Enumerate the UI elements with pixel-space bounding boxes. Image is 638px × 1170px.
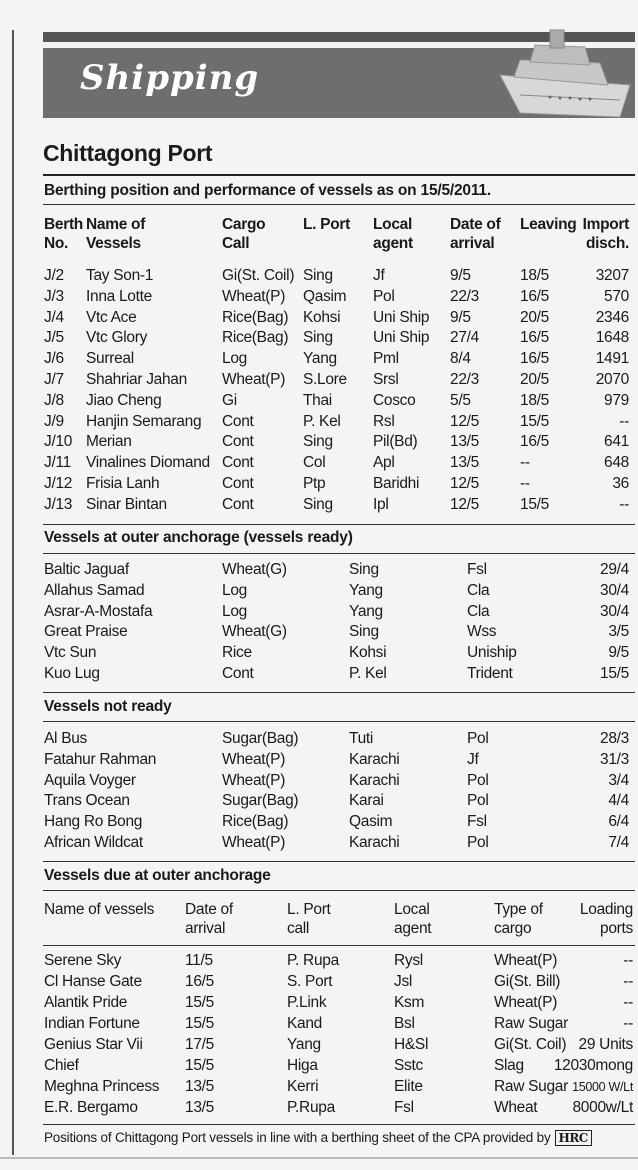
table-row [0, 475, 638, 496]
import-cell: 1648 [595, 329, 629, 347]
agent-cell: Srsl [373, 371, 399, 388]
vessel-cell: Chief [44, 1057, 79, 1074]
date-cell: 15/5 [600, 665, 629, 682]
port-cell: Qasim [349, 813, 393, 831]
cargo-cell: Rice(Bag) [222, 308, 289, 326]
berthing-subtitle: Berthing position and performance of vessels as on 15/5/2011. [44, 182, 491, 199]
leaving-cell: 16/5 [520, 433, 549, 451]
agent-cell: Jf [373, 267, 385, 284]
divider [43, 721, 635, 722]
leaving-cell: 16/5 [520, 350, 549, 368]
import-cell: -- [619, 412, 629, 430]
import-cell: 3207 [595, 267, 629, 284]
loading-cell: 8000w/Lt [572, 1099, 633, 1116]
column-header-line: Type of [494, 901, 543, 918]
import-cell: -- [619, 495, 629, 513]
divider [43, 553, 635, 554]
date-cell: 7/4 [608, 834, 629, 851]
port-cell: Karachi [349, 834, 400, 851]
port-cell: S.Lore [303, 371, 347, 388]
date-cell: 4/4 [608, 792, 629, 810]
arrival-cell: 22/3 [450, 287, 479, 305]
agent-cell: Ipl [373, 495, 389, 513]
port-cell: P.Link [287, 994, 327, 1011]
vessel-cell: Asrar-A-Mostafa [44, 602, 153, 620]
cargo-cell: Gi [222, 391, 237, 409]
vessel-cell: Merian [86, 433, 132, 451]
column-header [287, 900, 331, 938]
berth-cell: J/3 [44, 287, 64, 305]
table-row [0, 433, 638, 454]
divider [43, 204, 635, 205]
cargo-cell: Sugar(Bag) [222, 730, 299, 747]
due-title: Vessels due at outer anchorage [44, 867, 271, 884]
cargo-cell: Log [222, 581, 247, 599]
vessel-cell: Fatahur Rahman [44, 750, 157, 768]
column-header [450, 215, 500, 253]
cargo-cell: Cont [222, 665, 254, 682]
table-row [0, 350, 638, 371]
berth-cell: J/11 [44, 454, 71, 472]
cargo-cell: Cont [222, 475, 254, 492]
table-row [0, 603, 638, 624]
column-header-line: Call [222, 235, 250, 252]
berth-cell: J/6 [44, 350, 64, 368]
import-cell: 2070 [595, 371, 629, 388]
import-cell: 36 [612, 475, 629, 492]
vessel-cell: Al Bus [44, 730, 87, 747]
vessel-cell: Great Praise [44, 623, 128, 641]
table-row [0, 1078, 638, 1099]
import-cell: 641 [604, 433, 629, 451]
arrival-cell: 11/5 [185, 952, 213, 969]
column-header-line: agent [373, 235, 413, 252]
cargo-cell: Wheat(P) [222, 287, 286, 305]
port-cell: P. Kel [303, 412, 341, 430]
date-cell: 9/5 [608, 644, 629, 662]
vessel-cell: E.R. Bergamo [44, 1099, 138, 1116]
table-row [0, 644, 638, 665]
outer-ready-title: Vessels at outer anchorage (vessels ready) [44, 529, 353, 546]
divider [43, 692, 635, 693]
arrival-cell: 13/5 [185, 1078, 214, 1095]
agent-cell: Bsl [394, 1015, 415, 1032]
arrival-cell: 9/5 [450, 267, 471, 284]
column-header-line: Date of [185, 901, 233, 918]
cargo-type-cell: Wheat(P) [494, 952, 558, 969]
cargo-cell: Wheat(G) [222, 561, 287, 578]
port-cell: P. Rupa [287, 952, 339, 969]
column-header [86, 215, 145, 253]
arrival-cell: 15/5 [185, 994, 214, 1011]
cargo-cell: Wheat(G) [222, 623, 287, 641]
column-header [44, 900, 154, 938]
table-row [0, 329, 638, 350]
arrival-cell: 5/5 [450, 391, 471, 409]
divider [43, 861, 635, 862]
date-cell: 3/4 [608, 771, 629, 789]
column-header-line: Leaving [520, 216, 577, 233]
cargo-cell: Wheat(P) [222, 750, 286, 768]
agent-cell: Fsl [467, 561, 487, 578]
agent-cell: Pol [467, 834, 489, 851]
vessel-cell: Serene Sky [44, 952, 122, 969]
cargo-cell: Rice [222, 644, 252, 662]
table-row [0, 454, 638, 475]
page-bottom-rule [0, 1157, 638, 1159]
column-header-line: No. [44, 235, 69, 252]
table-row [0, 288, 638, 309]
cargo-cell: Cont [222, 433, 254, 451]
column-header-line: Cargo [222, 216, 266, 233]
column-header-line: ports [600, 920, 633, 937]
agent-cell: Pml [373, 350, 399, 368]
vessel-cell: Vtc Ace [86, 308, 137, 326]
port-cell: Sing [303, 329, 333, 347]
agent-cell: Pol [467, 730, 489, 747]
agent-cell: Cla [467, 581, 490, 599]
port-cell: Yang [349, 602, 383, 620]
port-cell: P. Kel [349, 665, 387, 682]
column-header [373, 215, 413, 253]
vessel-cell: Genius Star Vii [44, 1036, 143, 1053]
cargo-cell: Cont [222, 412, 254, 430]
table-row [0, 413, 638, 434]
footer-text: Positions of Chittagong Port vessels in line with a berthing sheet of the CPA provided by [44, 1130, 551, 1145]
port-cell: Karachi [349, 750, 400, 768]
port-cell: Yang [349, 581, 383, 599]
port-cell: S. Port [287, 973, 333, 990]
leaving-cell: 18/5 [520, 391, 549, 409]
vessel-cell: Hanjin Semarang [86, 412, 202, 430]
vessel-cell: Surreal [86, 350, 134, 368]
berth-cell: J/4 [44, 308, 64, 326]
agent-cell: Jf [467, 750, 479, 768]
cargo-type-cell: Wheat(P) [494, 994, 558, 1011]
vessel-cell: African Wildcat [44, 834, 143, 851]
vessel-cell: Vtc Sun [44, 644, 97, 662]
cargo-type-cell: Gi(St. Coil) [494, 1036, 567, 1053]
table-row [0, 994, 638, 1015]
table-row [0, 1036, 638, 1057]
agent-cell: Pol [467, 771, 489, 789]
loading-cell: 15000 W/Lt [572, 1080, 633, 1094]
loading-cell: -- [623, 994, 633, 1011]
port-cell: P.Rupa [287, 1099, 335, 1116]
agent-cell: Uni Ship [373, 329, 430, 347]
arrival-cell: 22/3 [450, 371, 479, 388]
leaving-cell: 15/5 [520, 495, 549, 513]
vessel-cell: Alantik Pride [44, 994, 128, 1011]
table-row [0, 730, 638, 751]
date-cell: 3/5 [608, 623, 629, 641]
vessel-cell: Sinar Bintan [86, 495, 167, 513]
port-cell: Kohsi [303, 308, 341, 326]
loading-cell: 29 Units [578, 1036, 633, 1053]
agent-cell: Trident [467, 665, 513, 682]
port-cell: Ptp [303, 475, 326, 492]
column-header-line [44, 919, 154, 938]
column-header [494, 900, 543, 938]
column-header-line [303, 234, 350, 253]
vessel-cell: Kuo Lug [44, 665, 100, 682]
port-cell: Kerri [287, 1078, 319, 1095]
column-header-line: call [287, 920, 310, 937]
berth-cell: J/2 [44, 267, 64, 284]
ship-icon [490, 25, 635, 125]
import-cell: 2346 [595, 308, 629, 326]
port-cell: Tuti [349, 730, 374, 747]
date-cell: 6/4 [608, 813, 629, 831]
agent-cell: Rsl [373, 412, 395, 430]
table-row [0, 952, 638, 973]
cargo-type-cell: Wheat [494, 1099, 538, 1116]
berth-cell: J/8 [44, 391, 64, 409]
port-cell: Sing [303, 433, 333, 451]
column-header-line: Import [582, 216, 629, 233]
agent-cell: Fsl [467, 813, 487, 831]
column-header [580, 900, 633, 938]
vessel-cell: Inna Lotte [86, 287, 152, 305]
port-cell: Sing [303, 267, 333, 284]
column-header-line: Local [373, 216, 412, 233]
column-header-line: arrival [185, 920, 226, 937]
arrival-cell: 13/5 [185, 1099, 214, 1116]
vessel-cell: Allahus Samad [44, 581, 145, 599]
cargo-cell: Wheat(P) [222, 771, 286, 789]
cargo-cell: Log [222, 602, 247, 620]
agent-cell: Sstc [394, 1057, 423, 1074]
port-cell: Kohsi [349, 644, 387, 662]
vessel-cell: Vinalines Diomand [86, 454, 210, 472]
agent-cell: Ksm [394, 994, 425, 1011]
banner-title: Shipping [80, 58, 260, 98]
agent-cell: Uni Ship [373, 308, 430, 326]
arrival-cell: 13/5 [450, 433, 479, 451]
table-row [0, 582, 638, 603]
agent-cell: Cla [467, 602, 490, 620]
table-row [0, 496, 638, 517]
table-row [0, 973, 638, 994]
column-header-line: Vessels [86, 235, 141, 252]
vessel-cell: Baltic Jaguaf [44, 561, 129, 578]
import-cell: 648 [604, 454, 629, 472]
berth-cell: J/5 [44, 329, 64, 347]
table-row [0, 1015, 638, 1036]
agent-cell: Rysl [394, 952, 423, 969]
column-header-line: cargo [494, 920, 532, 937]
column-header [222, 215, 265, 253]
import-cell: 1491 [595, 350, 629, 368]
divider [43, 1124, 635, 1125]
table-row [0, 371, 638, 392]
footer-note [44, 1130, 592, 1146]
port-cell: Yang [303, 350, 337, 368]
divider [43, 945, 635, 946]
cargo-cell: Cont [222, 495, 254, 513]
port-cell: Kand [287, 1015, 322, 1032]
vessel-cell: Hang Ro Bong [44, 813, 143, 831]
column-header [583, 215, 629, 253]
leaving-cell: 20/5 [520, 371, 549, 388]
arrival-cell: 12/5 [450, 475, 479, 492]
column-header [303, 215, 350, 253]
column-header-line: Name of vessels [44, 901, 155, 918]
hrc-logo: HRC [555, 1130, 592, 1146]
agent-cell: Pil(Bd) [373, 433, 418, 451]
table-row [0, 751, 638, 772]
port-cell: Sing [349, 623, 379, 641]
arrival-cell: 8/4 [450, 350, 471, 368]
vessel-cell: Meghna Princess [44, 1078, 160, 1095]
column-header-line [520, 234, 576, 253]
agent-cell: Jsl [394, 973, 413, 990]
table-row [0, 813, 638, 834]
arrival-cell: 13/5 [450, 454, 479, 472]
vessel-cell: Vtc Glory [86, 329, 148, 347]
import-cell: 979 [604, 391, 629, 409]
column-header-line: L. Port [287, 901, 331, 918]
table-row [0, 792, 638, 813]
column-header-line: disch. [586, 235, 629, 252]
table-row [0, 772, 638, 793]
divider [43, 174, 635, 176]
leaving-cell: 16/5 [520, 287, 549, 305]
cargo-cell: Rice(Bag) [222, 329, 289, 347]
date-cell: 30/4 [600, 602, 629, 620]
port-cell: Higa [287, 1057, 318, 1074]
vessel-cell: Jiao Cheng [86, 391, 162, 409]
date-cell: 28/3 [600, 730, 629, 747]
vessel-cell: Frisia Lanh [86, 475, 160, 492]
agent-cell: Pol [373, 287, 395, 305]
column-header-line: Loading [579, 901, 633, 918]
table-row [0, 267, 638, 288]
agent-cell: Apl [373, 454, 395, 472]
port-cell: Thai [303, 391, 332, 409]
cargo-cell: Log [222, 350, 247, 368]
column-header-line: L. Port [303, 216, 350, 233]
loading-cell: -- [623, 973, 633, 990]
leaving-cell: 16/5 [520, 329, 549, 347]
arrival-cell: 9/5 [450, 308, 471, 326]
cargo-cell: Cont [222, 454, 254, 472]
port-cell: Karachi [349, 771, 400, 789]
cargo-type-cell: Slag [494, 1057, 524, 1074]
column-header [185, 900, 233, 938]
port-cell: Qasim [303, 287, 347, 305]
cargo-type-cell: Gi(St. Bill) [494, 973, 561, 990]
arrival-cell: 27/4 [450, 329, 479, 347]
arrival-cell: 16/5 [185, 973, 214, 990]
column-header-line: agent [394, 920, 432, 937]
column-header [44, 215, 83, 253]
agent-cell: Pol [467, 792, 489, 810]
cargo-cell: Wheat(P) [222, 371, 286, 388]
import-cell: 570 [604, 287, 629, 305]
cargo-type-cell: Raw Sugar [494, 1078, 568, 1095]
table-row [0, 561, 638, 582]
divider [43, 890, 635, 891]
table-row [0, 309, 638, 330]
leaving-cell: 18/5 [520, 267, 549, 284]
column-header [520, 215, 576, 253]
agent-cell: Wss [467, 623, 497, 641]
arrival-cell: 17/5 [185, 1036, 214, 1053]
table-row [0, 834, 638, 855]
agent-cell: Baridhi [373, 475, 420, 492]
vessel-cell: Aquila Voyger [44, 771, 136, 789]
port-cell: Sing [303, 495, 333, 513]
table-row [0, 623, 638, 644]
vessel-cell: Shahriar Jahan [86, 371, 187, 388]
not-ready-title: Vessels not ready [44, 698, 172, 715]
agent-cell: Fsl [394, 1099, 414, 1116]
vessel-cell: Cl Hanse Gate [44, 973, 142, 990]
berth-cell: J/10 [44, 433, 73, 451]
column-header-line: Date of [450, 216, 501, 233]
column-header [394, 900, 431, 938]
cargo-cell: Gi(St. Coil) [222, 267, 295, 284]
leaving-cell: -- [520, 475, 530, 492]
column-header-line: Berth [44, 216, 83, 233]
port-cell: Yang [287, 1036, 321, 1053]
divider [43, 524, 635, 525]
port-cell: Sing [349, 561, 379, 578]
cargo-cell: Wheat(P) [222, 834, 286, 851]
table-row [0, 1057, 638, 1078]
arrival-cell: 15/5 [185, 1015, 214, 1032]
vessel-cell: Tay Son-1 [86, 267, 154, 284]
table-row [0, 665, 638, 686]
loading-cell: -- [623, 1015, 633, 1032]
cargo-cell: Sugar(Bag) [222, 792, 299, 810]
arrival-cell: 12/5 [450, 412, 479, 430]
vessel-cell: Indian Fortune [44, 1015, 140, 1032]
column-header-line: Name of [86, 216, 146, 233]
date-cell: 31/3 [600, 750, 629, 768]
berth-cell: J/9 [44, 412, 64, 430]
leaving-cell: 20/5 [520, 308, 549, 326]
date-cell: 29/4 [600, 561, 629, 578]
cargo-cell: Rice(Bag) [222, 813, 289, 831]
berth-cell: J/7 [44, 371, 64, 388]
loading-cell: 12030mong [553, 1057, 633, 1074]
table-row [0, 392, 638, 413]
arrival-cell: 12/5 [450, 495, 479, 513]
arrival-cell: 15/5 [185, 1057, 214, 1074]
leaving-cell: -- [520, 454, 530, 472]
leaving-cell: 15/5 [520, 412, 549, 430]
column-header-line: Local [394, 901, 430, 918]
loading-cell: -- [623, 952, 633, 969]
berth-cell: J/12 [44, 475, 73, 492]
port-title: Chittagong Port [43, 140, 213, 166]
port-cell: Col [303, 454, 326, 472]
cargo-type-cell: Raw Sugar [494, 1015, 568, 1032]
agent-cell: Cosco [373, 391, 416, 409]
agent-cell: Elite [394, 1078, 423, 1095]
date-cell: 30/4 [600, 581, 629, 599]
agent-cell: H&Sl [394, 1036, 429, 1053]
vessel-cell: Trans Ocean [44, 792, 130, 810]
table-row [0, 1099, 638, 1120]
agent-cell: Uniship [467, 644, 517, 662]
port-cell: Karai [349, 792, 384, 810]
berth-cell: J/13 [44, 495, 73, 513]
column-header-line: arrival [450, 235, 495, 252]
